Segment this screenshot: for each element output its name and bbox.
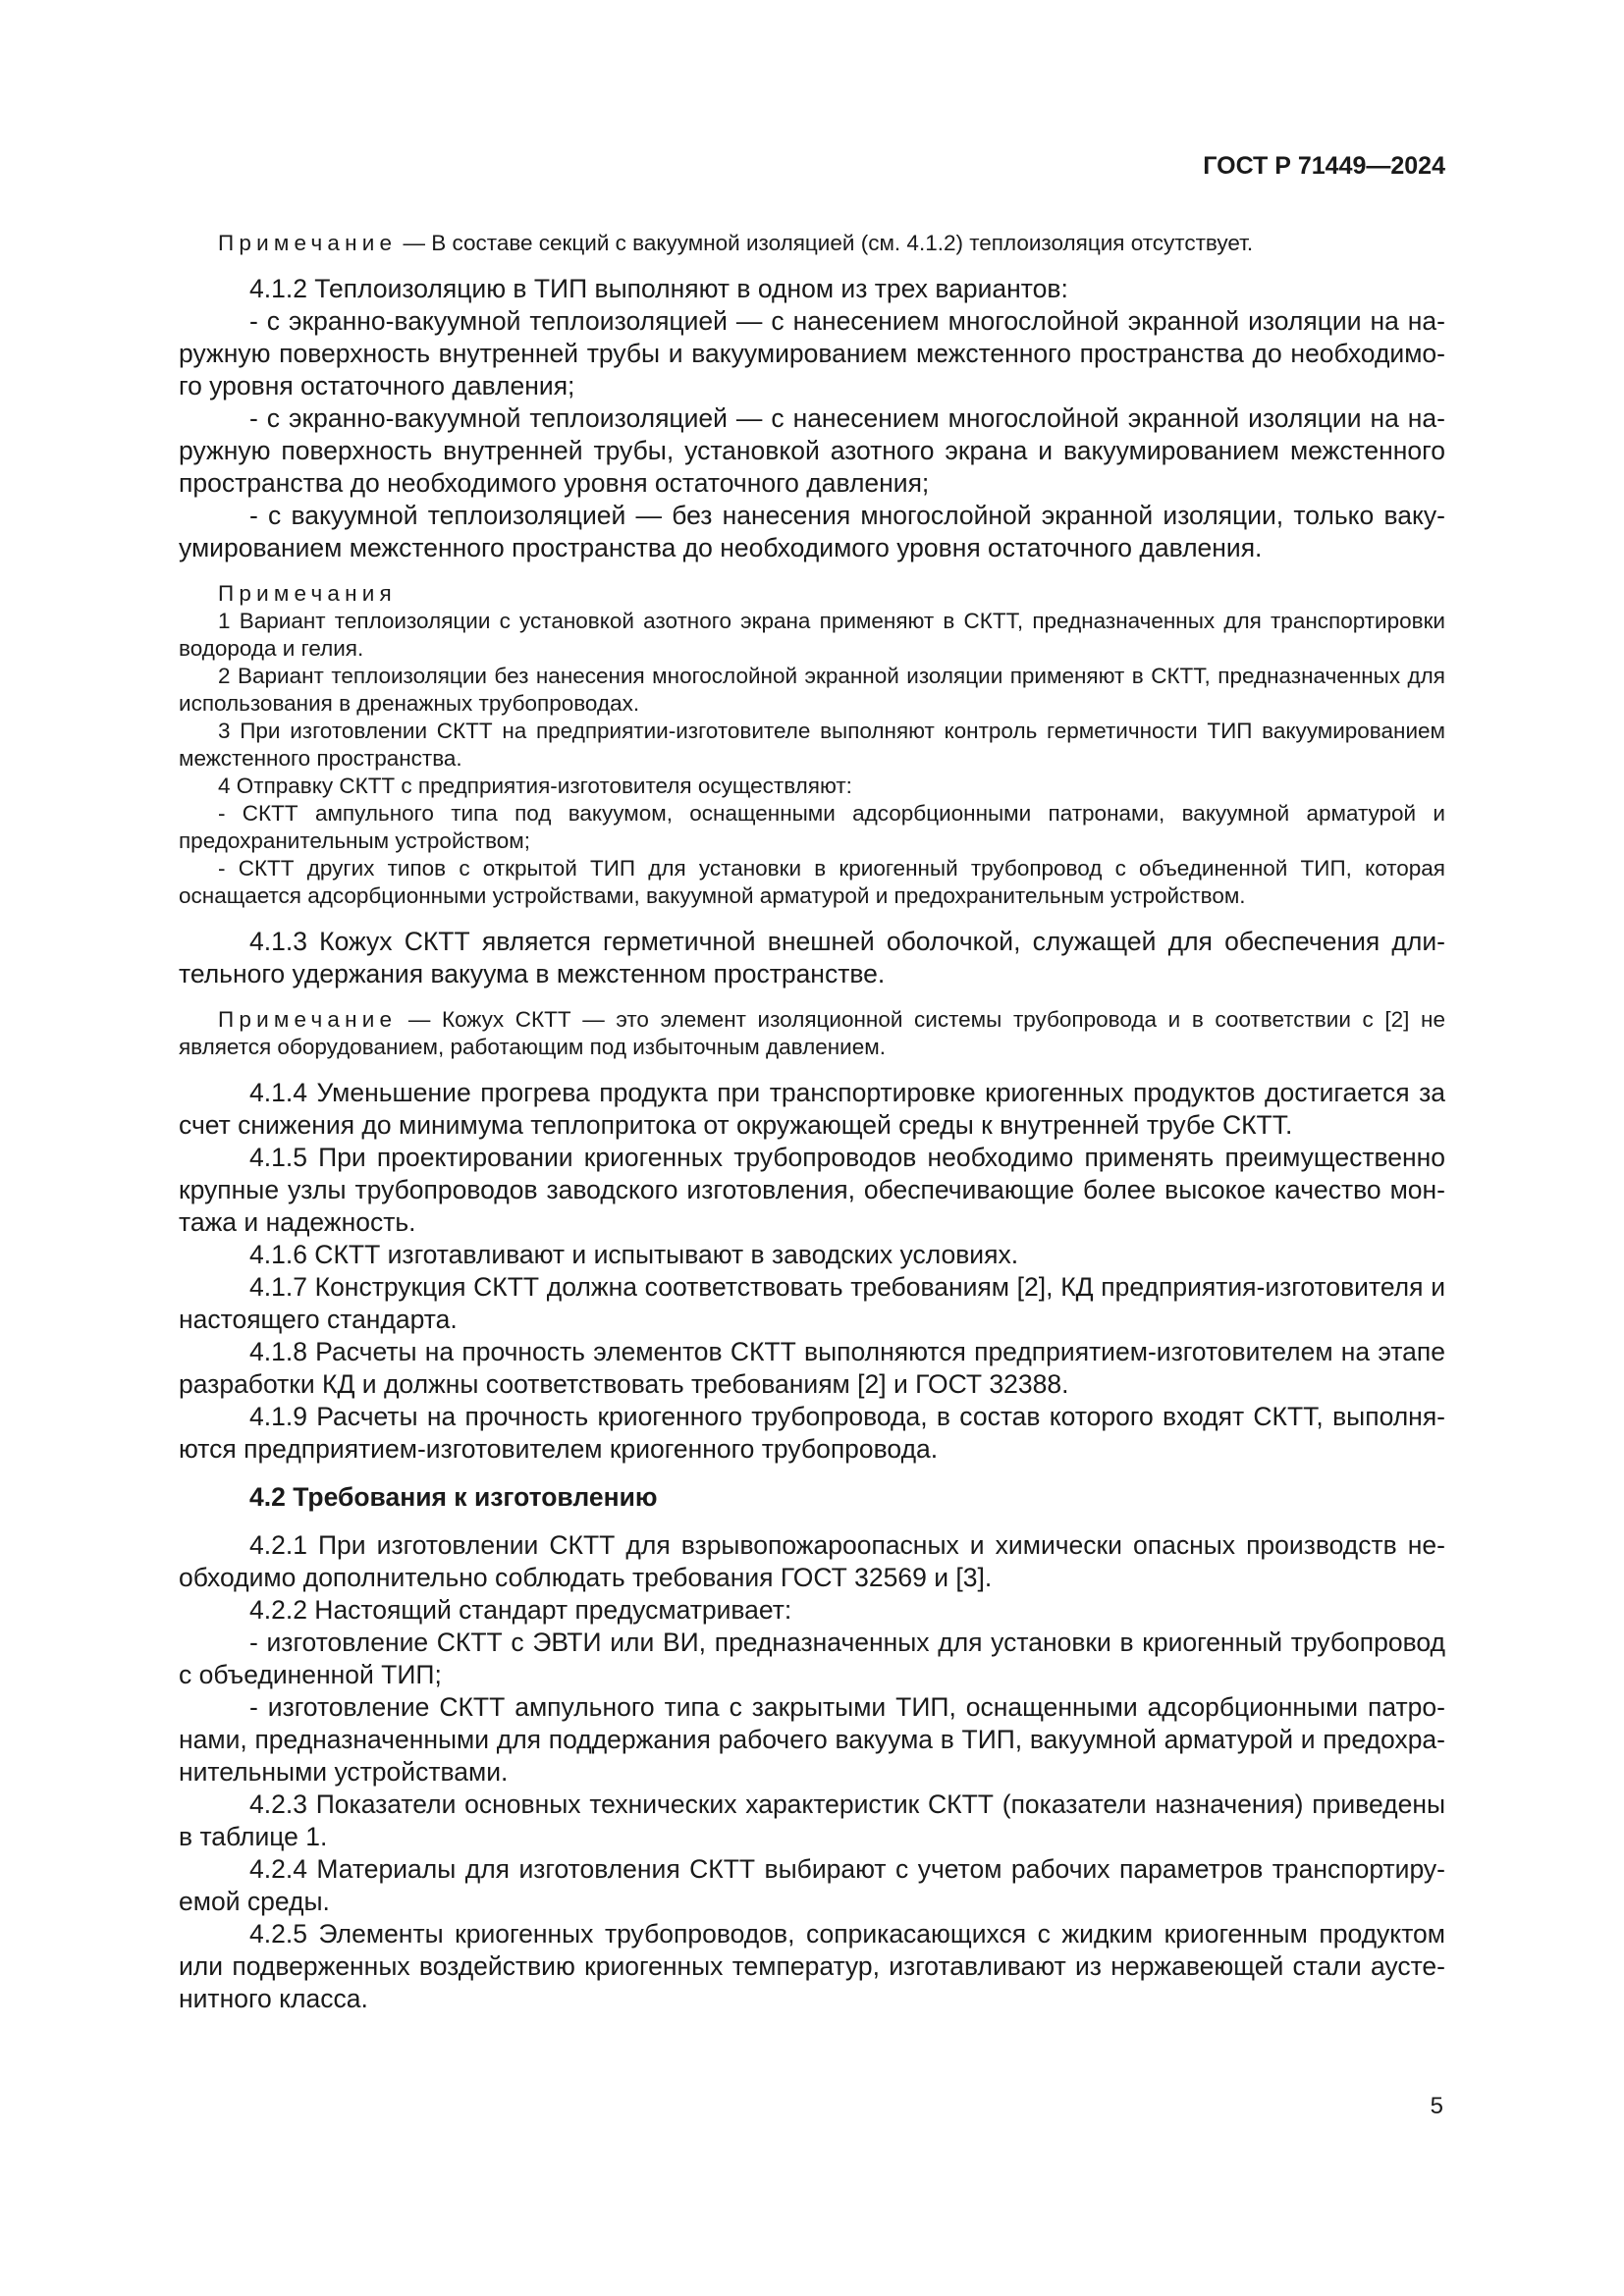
- clause-4-2-3: 4.2.3 Показатели основных технических характеристик СКТТ (показатели назначения) приведены в таблице 1.: [179, 1789, 1445, 1851]
- note-top: [179, 230, 1445, 257]
- note-item: 4 Отправку СКТТ с предприятия-изготовителя осуществляют:: [218, 774, 852, 798]
- note-text: — В составе секций с вакуумной изоляцией (см. 4.1.2) теплоизоляция отсутствует.: [397, 231, 1254, 255]
- clause-4-2-5: 4.2.5 Элементы криогенных трубопроводов, соприкасающихся с жидким криогенным продуктом или подверженных воздействию криогенных температур, изготавливают из нержавеющей стали аустенитного класса.: [179, 1919, 1445, 2013]
- clause-4-1-8: 4.1.8 Расчеты на прочность элементов СКТТ выполняются предприятием-изготовителем на этапе разработки КД и должны соответствовать требованиям [2] и ГОСТ 32388.: [179, 1337, 1445, 1399]
- clause-4-2-2: 4.2.2 Настоящий стандарт предусматривает:: [249, 1595, 792, 1625]
- clause-4-1-3: 4.1.3 Кожух СКТТ является герметичной внешней оболочкой, служащей для обеспечения длительного удержания вакуума в межстенном пространстве.: [179, 927, 1445, 988]
- clause-4-2-2-item: - изготовление СКТТ ампульного типа с закрытыми ТИП, оснащенными адсорбционными патронами, предназначенными для поддержания рабочего вакуума в ТИП, вакуумной арматурой и предохранительными устройствами.: [179, 1692, 1445, 1787]
- section-heading-4-2: 4.2 Требования к изготовлению: [249, 1482, 658, 1512]
- clause-4-1-2-intro: 4.1.2 Теплоизоляцию в ТИП выполняют в одном из трех вариантов:: [249, 274, 1068, 303]
- clause-4-1-6: 4.1.6 СКТТ изготавливают и испытывают в заводских условиях.: [249, 1240, 1019, 1269]
- clause-4-1-2-item: - с вакуумной теплоизоляцией — без нанесения многослойной экранной изоляции, только вакуумированием межстенного пространства до необходимого уровня остаточного давления.: [179, 501, 1445, 562]
- document-page: [179, 137, 1445, 2015]
- note-text: — Кожух СКТТ — это элемент изоляционной системы трубопровода и в соответствии с [2] не является оборудованием, работающим под избыточным давлением.: [179, 1007, 1445, 1059]
- note-item: 1 Вариант теплоизоляции с установкой азотного экрана применяют в СКТТ, предназначенных для транспортировки водорода и гелия.: [179, 609, 1445, 661]
- note-label: Примечание: [218, 1007, 398, 1032]
- page-number: 5: [1430, 2093, 1443, 2119]
- clause-4-2-4: 4.2.4 Материалы для изготовления СКТТ выбирают с учетом рабочих параметров транспортируемой среды.: [179, 1854, 1445, 1916]
- clause-4-1-5: 4.1.5 При проектировании криогенных трубопроводов необходимо применять преимущественно крупные узлы трубопроводов заводского изготовления, обеспечивающие более высокое качество монтажа и надежность.: [179, 1143, 1445, 1237]
- clause-4-1-7: 4.1.7 Конструкция СКТТ должна соответствовать требованиям [2], КД предприятия-изготовителя и настоящего стандарта.: [179, 1272, 1445, 1334]
- note-item: 3 При изготовлении СКТТ на предприятии-изготовителе выполняют контроль герметичности ТИП вакуумированием межстенного пространства.: [179, 719, 1445, 771]
- document-id-header: ГОСТ Р 71449—2024: [1203, 152, 1445, 180]
- clause-4-2-2-item: - изготовление СКТТ с ЭВТИ или ВИ, предназначенных для установки в криогенный трубопровод с объединенной ТИП;: [179, 1628, 1445, 1689]
- clause-4-1-2-item: - с экранно-вакуумной теплоизоляцией — с нанесением многослойной экранной изоляции на наружную поверхность внутренней трубы, установкой азотного экрана и вакуумированием межстенного пространства до необходимого уровня остаточного давления;: [179, 403, 1445, 498]
- notes-block: [179, 580, 1445, 910]
- note-label: Примечание: [218, 231, 398, 255]
- clause-4-1-4: 4.1.4 Уменьшение прогрева продукта при транспортировке криогенных продуктов достигается за счет снижения до минимума теплопритока от окружающей среды к внутренней трубе СКТТ.: [179, 1078, 1445, 1140]
- note-4-1-3: [179, 1006, 1445, 1061]
- notes-title: Примечания: [218, 581, 397, 606]
- note-item: 2 Вариант теплоизоляции без нанесения многослойной экранной изоляции применяют в СКТТ, предназначенных для использования в дренажных трубопроводах.: [179, 664, 1445, 716]
- note-item: - СКТТ других типов с открытой ТИП для установки в криогенный трубопровод с объединенной ТИП, которая оснащается адсорбционными устройствами, вакуумной арматурой и предохранительным устройством.: [179, 856, 1445, 908]
- clause-4-2-1: 4.2.1 При изготовлении СКТТ для взрывопожароопасных и химически опасных производств необходимо дополнительно соблюдать требования ГОСТ 32569 и [3].: [179, 1530, 1445, 1592]
- clause-4-1-2-item: - с экранно-вакуумной теплоизоляцией — с нанесением многослойной экранной изоляции на наружную поверхность внутренней трубы и вакуумированием межстенного пространства до необходимого уровня остаточного давления;: [179, 306, 1445, 400]
- note-item: - СКТТ ампульного типа под вакуумом, оснащенными адсорбционными патронами, вакуумной арматурой и предохранительным устройством;: [179, 801, 1445, 853]
- note-4-1-3-block: [179, 1006, 1445, 1061]
- clause-4-1-9: 4.1.9 Расчеты на прочность криогенного трубопровода, в состав которого входят СКТТ, выполняются предприятием-изготовителем криогенного трубопровода.: [179, 1402, 1445, 1464]
